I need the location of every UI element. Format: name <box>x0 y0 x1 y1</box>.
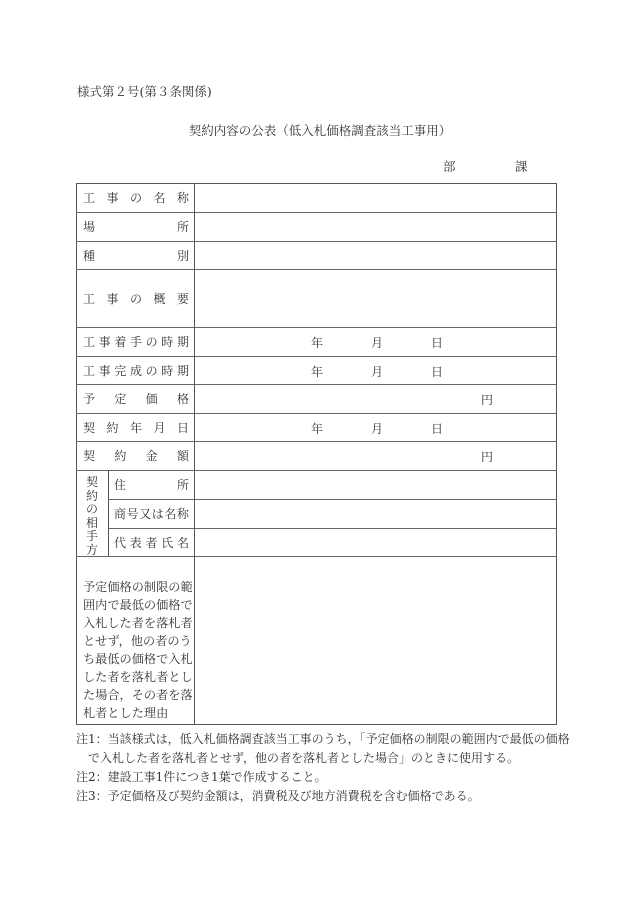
label-project-name: 工 事 の 名 称 <box>83 191 189 205</box>
completion-day-unit: 日 <box>431 365 444 379</box>
label-category: 種 別 <box>83 248 189 263</box>
note-1-continued: で入札した者を落札者とせず，他の者を落札者とした場合」のときに使用する。 <box>76 751 520 765</box>
note-1: 注1：当該様式は，低入札価格調査該当工事のうち，「予定価格の制限の範囲内で最低の価格 <box>76 732 570 746</box>
note-2: 注2：建設工事1件につき1葉で作成すること。 <box>76 770 327 784</box>
start-year-unit: 年 <box>311 336 324 350</box>
label-completion-date: 工 事 完 成 の 時 期 <box>83 363 189 378</box>
start-month-unit: 月 <box>371 336 384 350</box>
section-label: 課 <box>515 159 528 174</box>
contract-amount-currency: 円 <box>481 450 494 464</box>
label-location: 場 所 <box>83 220 189 234</box>
label-address: 住 所 <box>114 478 189 492</box>
contract-day-unit: 日 <box>431 422 444 436</box>
estimated-price-currency: 円 <box>481 393 494 407</box>
label-estimated-price: 予 定 価 格 <box>83 392 189 406</box>
note-3: 注3：予定価格及び契約金額は，消費税及び地方消費税を含む価格である。 <box>76 789 480 803</box>
label-counterparty-group: 契 約 の 相 手 方 <box>85 475 98 557</box>
label-reason: 予定価格の制限の範囲内で最低の価格で入札した者を落札者とせず，他の者のうち最低の価格で入札した者を落札者とした場合，その者を落札者とした理由 <box>83 580 193 720</box>
contract-year-unit: 年 <box>311 422 324 436</box>
label-representative: 代 表 者 氏 名 <box>114 535 189 550</box>
form-number: 様式第２号(第３条関係) <box>77 84 212 99</box>
label-contract-amount: 契 約 金 額 <box>83 449 189 463</box>
completion-year-unit: 年 <box>311 365 324 379</box>
start-day-unit: 日 <box>431 336 444 350</box>
column-divider <box>108 470 109 556</box>
completion-month-unit: 月 <box>371 365 384 379</box>
contract-month-unit: 月 <box>371 422 384 436</box>
label-contract-date: 契 約 年 月 日 <box>83 420 189 435</box>
column-divider <box>194 183 195 725</box>
label-project-summary: 工 事 の 概 要 <box>83 291 189 306</box>
label-trade-name: 商 号 又 は 名 称 <box>114 507 189 521</box>
department-label: 部 <box>443 159 456 174</box>
document-title: 契約内容の公表（低入札価格調査該当工事用） <box>188 123 452 138</box>
label-start-date: 工 事 着 手 の 時 期 <box>83 335 189 349</box>
row-divider <box>76 556 557 557</box>
